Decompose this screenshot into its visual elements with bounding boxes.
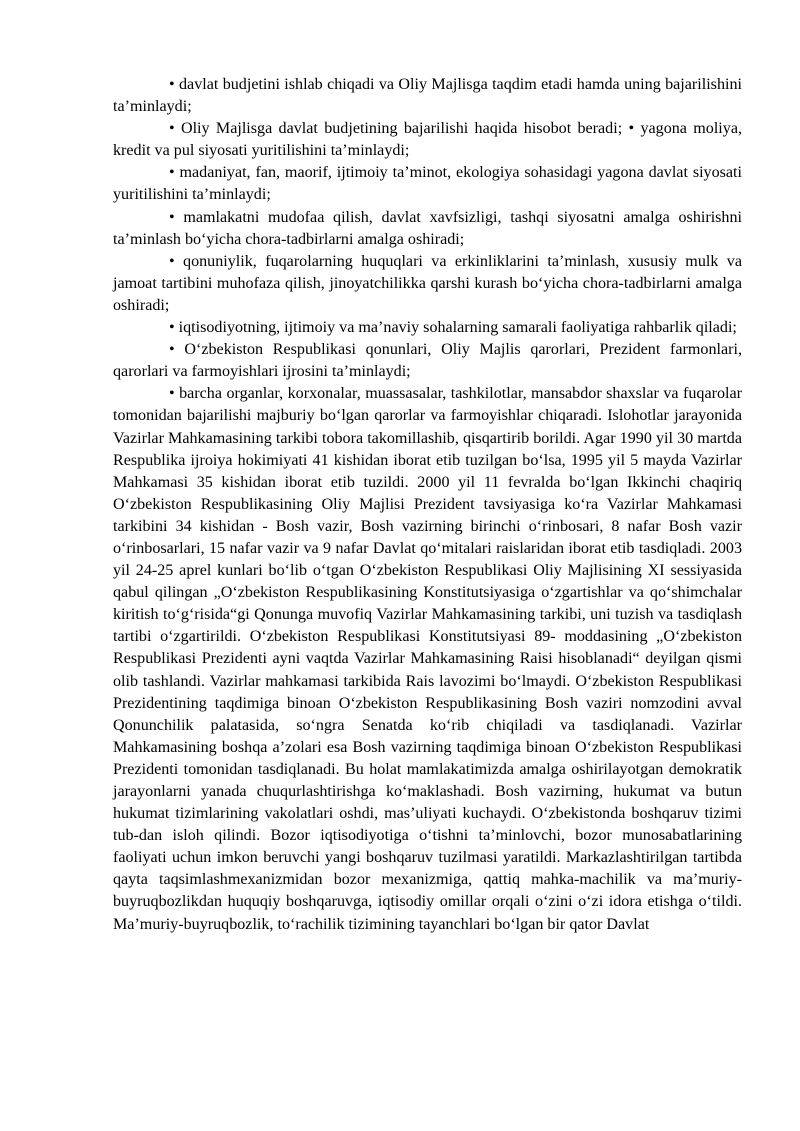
paragraph-legality: • qonuniylik, fuqarolarning huquqlari va erkinliklarini ta’minlash, xususiy mulk va jamoat tartibini muhofaza qilish, jinoyatchilikka qarshi kurash bo‘yicha chora-tadbirlarni amalga oshiradi; (113, 252, 742, 314)
paragraph-cabinet-reform: • barcha organlar, korxonalar, muassasalar, tashkilotlar, mansabdor shaxslar va fuqarolar tomonidan bajarilishi majburiy bo‘lgan qarorlar va farmoyishlar chiqaradi. Islohotlar jarayonida Vazirlar Mahkamasining tarkibi tobora takomillashib, qisqartirib borildi. Agar 1990 yil 30 martda Respublika ijroiya hokimiyati 41 kishidan iborat etib tuzilgan bo‘lsa, 1995 yil 5 mayda Vazirlar Mahkamasi 35 kishidan iborat etib tuzildi. 2000 yil 11 fevralda bo‘lgan Ikkinchi chaqiriq O‘zbekiston Respublikasining Oliy Majlisi Prezident tavsiyasiga ko‘ra Vazirlar Mahkamasi tarkibini 34 kishidan - Bosh vazir, Bosh vazirning birinchi o‘rinbosari, 8 nafar Bosh vazir o‘rinbosarlari, 15 nafar vazir va 9 nafar Davlat qo‘mitalari raislaridan iborat etib tasdiqladi. 2003 yil 24-25 aprel kunlari bo‘lib o‘tgan O‘zbekiston Respublikasi Oliy Majlisining XI sessiyasida qabul qilingan „O‘zbekiston Respublikasining Konstitutsiyasiga o‘zgartishlar va qo‘shimchalar kiritish to‘g‘risida“gi Qonunga muvofiq Vazirlar Mahkamasining tarkibi, uni tuzish va tasdiqlash tartibi o‘zgartirildi. O‘zbekiston Respublikasi Konstitutsiyasi 89- moddasining „O‘zbekiston Respublikasi Prezidenti ayni vaqtda Vazirlar Mahkamasining Raisi hisoblanadi“ deyilgan qismi olib tashlandi. Vazirlar mahkamasi tarkibida Rais lavozimi bo‘lmaydi. O‘zbekiston Respublikasi Prezidentining taqdimiga binoan O‘zbekiston Respublikasining Bosh vaziri nomzodini avval Qonunchilik palatasida, so‘ngra Senatda ko‘rib chiqiladi va tasdiqlanadi. Vazirlar Mahkamasining boshqa a’zolari esa Bosh vazirning taqdimiga binoan O‘zbekiston Respublikasi Prezidenti tomonidan tasdiqlanadi. Bu holat mamlakatimizda amalga oshirilayotgan demokratik jarayonlarni yanada chuqurlashtirishga ko‘maklashadi. Bosh vazirning, hukumat va butun hukumat tizimlarining vakolatlari oshdi, mas’uliyati kuchaydi. O‘zbekistonda boshqaruv tizimi tub-dan isloh qilindi. Bozor iqtisodiyotiga o‘tishni ta’minlovchi, bozor munosabatlarining faoliyati uchun imkon beruvchi yangi boshqaruv tuzilmasi yaratildi. Markazlashtirilgan tartibda qayta taqsimlashmexanizmidan bozor mexanizmiga, qattiq mahka-machilik va ma’muriy-buyruqbozlikdan huquqiy boshqaruvga, iqtisodiy omillar orqali o‘zini o‘zi idora etishga o‘tildi. Ma’muriy-buyruqbozlik, to‘rachilik tizimining tayanchlari bo‘lgan bir qator Davlat (113, 385, 742, 933)
paragraph-budget-report: • Oliy Majlisga davlat budjetining bajarilishi haqida hisobot beradi; • yagona moliya, kredit va pul siyosati yuritilishini ta’minlaydi; (113, 120, 742, 160)
paragraph-culture-policy: • madaniyat, fan, maorif, ijtimoiy ta’minot, ekologiya sohasidagi yagona davlat siyosati yuritilishini ta’minlaydi; (113, 164, 742, 204)
paragraph-economy: • iqtisodiyotning, ijtimoiy va ma’naviy sohalarning samarali faoliyatiga rahbarlik qiladi; (169, 319, 737, 337)
paragraph-defense: • mamlakatni mudofaa qilish, davlat xavfsizligi, tashqi siyosatni amalga oshirishni ta’minlash bo‘yicha chora-tadbirlarni amalga oshiradi; (113, 208, 742, 248)
paragraph-laws-enforcement: • O‘zbekiston Respublikasi qonunlari, Oliy Majlis qarorlari, Prezident farmonlari, qarorlari va farmoyishlari ijrosini ta’minlaydi; (113, 341, 742, 381)
paragraph-budget-drafting: • davlat budjetini ishlab chiqadi va Oliy Majlisga taqdim etadi hamda uning bajarilishini ta’minlaydi; (113, 76, 742, 116)
document-page (113, 74, 742, 936)
